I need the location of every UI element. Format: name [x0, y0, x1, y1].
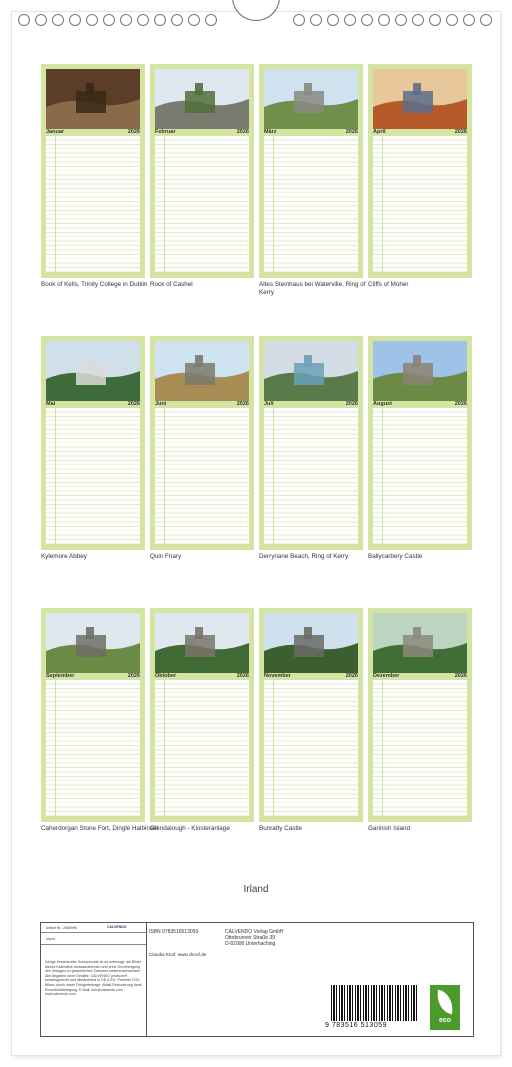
month-photo [264, 341, 358, 401]
month-planner-grid [155, 408, 249, 544]
publisher-line: CALVENDO Verlag GmbH [225, 929, 284, 935]
photo-caption: Quin Friary [150, 553, 182, 560]
month-photo [264, 613, 358, 673]
binding-ring [120, 14, 132, 26]
eco-label: eco [438, 1017, 452, 1024]
month-header [46, 673, 140, 680]
binding-ring [327, 14, 339, 26]
month-dezember [368, 608, 472, 832]
publisher-line: D-82008 Unterhaching [225, 941, 276, 948]
month-märz [259, 64, 366, 296]
photo-caption: Cliffs of Moher [368, 281, 409, 288]
month-year: 2026 [454, 401, 467, 407]
author-credit: Claudia Knof, www.cknof.de [149, 952, 207, 957]
month-photo [155, 613, 249, 673]
binding-ring [103, 14, 115, 26]
photo-caption: Ballycarbery Castle [368, 553, 423, 560]
month-header [264, 129, 358, 136]
month-august [368, 336, 472, 560]
month-photo [264, 69, 358, 129]
month-name: Oktober [155, 673, 177, 679]
month-name: Juli [264, 401, 274, 407]
photo-caption: Book of Kells, Trinity College in Dublin [41, 281, 148, 288]
binding-ring [171, 14, 183, 26]
imprint-title: Irland [41, 933, 146, 945]
month-juni [150, 336, 254, 560]
binding-ring [429, 14, 441, 26]
barcode-bars [331, 985, 419, 1021]
month-photo [373, 613, 467, 673]
month-year: 2026 [127, 129, 140, 135]
month-planner-grid [373, 136, 467, 272]
binding-ring [35, 14, 47, 26]
legal-text: Infolge bestehender Schutzrechte ist es untersagt, die Bilder dieses Kalenders herauszutrennen und ohne Genehmigung des Verlages zu gewerblichen Zwecken weiterzuverwenden. Alle Angaben ohne Gewähr. CALVENDO produziert bedarfsgerecht und klimaneutral in DE & EU. Preisfrei CO2-Bilanz durch unser Trüngerbetrage. Abfall-Reduzierung dank Einzelstückfertigung. E-Mail: info@calvendo.com · www.calvendo.com [45, 960, 142, 997]
month-planner-grid [46, 136, 140, 272]
photo-caption: Caherdorgan Stone Fort, Dingle Halbinsel [41, 825, 158, 832]
month-planner-grid [264, 408, 358, 544]
binding-ring [378, 14, 390, 26]
month-header [155, 129, 249, 136]
month-header [373, 401, 467, 408]
month-photo [46, 613, 140, 673]
isbn-text: ISBN 9783516513059 [149, 929, 199, 935]
binding-ring [361, 14, 373, 26]
month-planner-grid [373, 408, 467, 544]
article-number: Artikel Nr.: 2086996 [41, 923, 146, 933]
binding-ring [344, 14, 356, 26]
photo-caption: Kylemore Abbey [41, 553, 87, 560]
calvendo-logo: CALVENDO [107, 925, 127, 929]
photo-caption: Garinish Island [368, 825, 410, 832]
calendar-title: Irland [243, 884, 269, 895]
month-name: März [264, 129, 277, 135]
month-year: 2026 [454, 129, 467, 135]
month-name: Dezember [373, 673, 400, 679]
month-header [155, 401, 249, 408]
month-year: 2026 [236, 673, 249, 679]
month-header [373, 129, 467, 136]
imprint-panel [40, 922, 474, 1037]
barcode-number: 9 783516 513059 [325, 1022, 387, 1029]
imprint-info-box [41, 923, 147, 1036]
month-header [264, 401, 358, 408]
binding-ring [293, 14, 305, 26]
month-januar [41, 64, 148, 288]
month-april [368, 64, 472, 288]
month-year: 2026 [127, 401, 140, 407]
month-planner-grid [155, 680, 249, 816]
month-header [46, 401, 140, 408]
month-year: 2026 [345, 129, 358, 135]
month-planner-grid [46, 408, 140, 544]
publisher-address [225, 929, 284, 948]
month-name: September [46, 673, 75, 679]
photo-caption: Glendalough - Klosteranlage [150, 825, 230, 832]
month-header [264, 673, 358, 680]
month-name: Juni [155, 401, 167, 407]
binding-ring [18, 14, 30, 26]
month-mai [41, 336, 145, 560]
binding-ring [412, 14, 424, 26]
month-september [41, 608, 158, 832]
month-header [373, 673, 467, 680]
photo-caption: Rock of Cashel [150, 281, 193, 288]
month-name: April [373, 129, 386, 135]
binding-ring [480, 14, 492, 26]
month-header [46, 129, 140, 136]
month-name: Januar [46, 129, 65, 135]
month-photo [155, 341, 249, 401]
month-year: 2026 [345, 673, 358, 679]
binding-ring [52, 14, 64, 26]
month-planner-grid [264, 136, 358, 272]
leaf-icon [434, 990, 456, 1015]
month-name: August [373, 401, 392, 407]
binding-ring [154, 14, 166, 26]
month-photo [46, 341, 140, 401]
binding-ring [310, 14, 322, 26]
month-photo [155, 69, 249, 129]
month-februar [150, 64, 254, 288]
publisher-line: Ottobrunner Straße 39 [225, 935, 276, 942]
month-year: 2026 [454, 673, 467, 679]
binding-ring [446, 14, 458, 26]
month-planner-grid [46, 680, 140, 816]
month-photo [373, 69, 467, 129]
month-photo [46, 69, 140, 129]
photo-caption: Derrynane Beach, Ring of Kerry [259, 553, 349, 560]
month-oktober [150, 608, 254, 832]
month-planner-grid [264, 680, 358, 816]
month-november [259, 608, 363, 832]
binding-ring [463, 14, 475, 26]
binding-ring [137, 14, 149, 26]
month-header [155, 673, 249, 680]
month-name: Februar [155, 129, 176, 135]
month-planner-grid [155, 136, 249, 272]
month-year: 2026 [127, 673, 140, 679]
month-name: Mai [46, 401, 56, 407]
month-photo [373, 341, 467, 401]
photo-caption: Bunratty Castle [259, 825, 303, 832]
month-planner-grid [373, 680, 467, 816]
binding-ring [395, 14, 407, 26]
binding-ring [86, 14, 98, 26]
binding-ring [205, 14, 217, 26]
binding-ring [188, 14, 200, 26]
month-year: 2026 [236, 401, 249, 407]
month-year: 2026 [345, 401, 358, 407]
binding-ring [69, 14, 81, 26]
month-juli [259, 336, 363, 560]
photo-caption: Altes Steinhaus bei Waterville, Ring of Kerry [259, 281, 366, 296]
eco-logo [430, 985, 460, 1030]
barcode [325, 985, 425, 1031]
month-name: November [264, 673, 291, 679]
month-year: 2026 [236, 129, 249, 135]
